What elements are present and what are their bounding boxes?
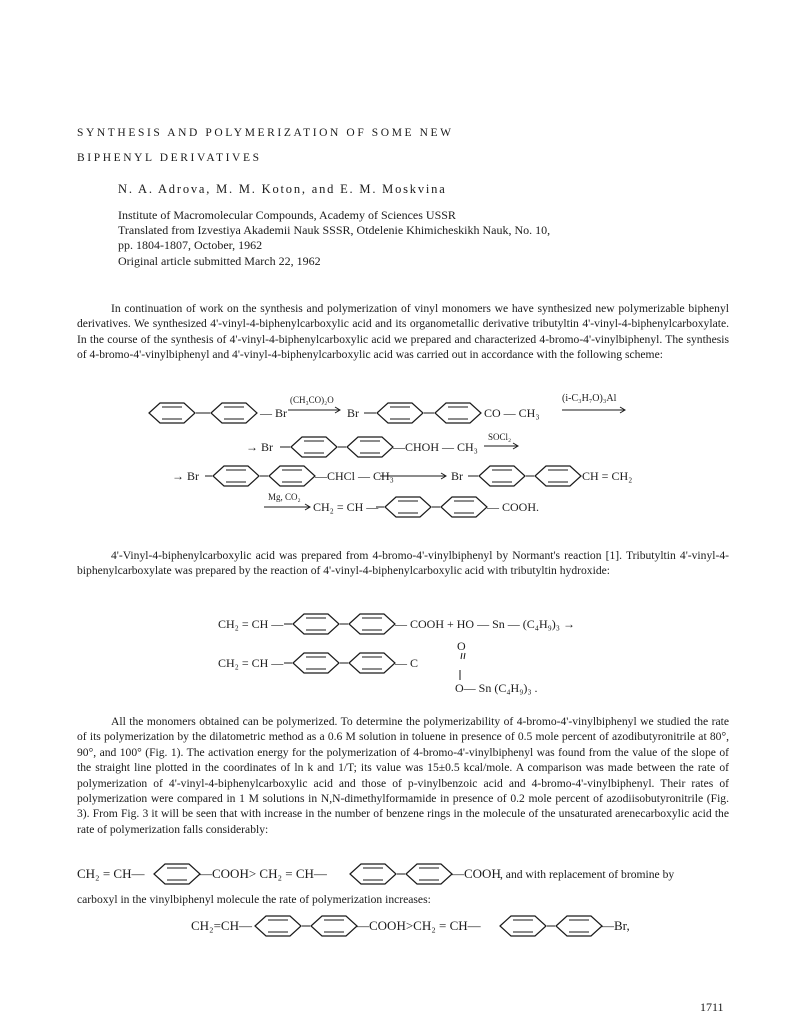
benzene-ring xyxy=(500,916,546,936)
benzene-ring xyxy=(350,864,396,884)
paragraph-2: 4'-Vinyl-4-biphenylcarboxylic acid was prepared from 4-bromo-4'-vinylbiphenyl by Normant's reaction [1]. Tributyltin 4'-vinyl-4-biphenylcarboxylate was prepared by the reaction of 4'-vinyl-4-biphenylcarboxylic acid with tributyltin hydroxide: xyxy=(77,549,729,578)
scheme-co-ch3: CO — CH₃ xyxy=(484,406,540,420)
title-line-1: SYNTHESIS AND POLYMERIZATION OF SOME NEW xyxy=(77,127,454,139)
scheme-line-1 xyxy=(149,393,625,423)
title-line-2: BIPHENYL DERIVATIVES xyxy=(77,152,262,164)
benzene-ring xyxy=(441,497,487,517)
benzene-ring xyxy=(211,403,257,423)
paragraph-4: carboxyl in the vinylbiphenyl molecule the rate of polymerization increases: xyxy=(77,893,431,906)
benzene-ring xyxy=(349,653,395,673)
tin-reaction-line-1 xyxy=(218,614,575,634)
scheme-arrow-br-1: → Br xyxy=(246,440,273,454)
page-number: 1711 xyxy=(700,1000,724,1014)
authors: N. A. Adrova, M. M. Koton, and E. M. Moskvina xyxy=(118,182,447,196)
eq1-tail-text: , and with replacement of bromine by xyxy=(500,868,675,881)
benzene-ring xyxy=(311,916,357,936)
paragraph-1: In continuation of work on the synthesis and polymerization of vinyl monomers we have synthesized new polymerizable biphenyl derivatives. We synthesized 4'-vinyl-4-biphenylcarboxylic acid and its organometallic derivative tributyltin 4'-vinyl-4-biphenylcarboxylate. In the course of the synthesis of 4'-vinyl-4-biphenylcarboxylic acid we prepared and characterized 4-bromo-4'-vinylbiphenyl. The synthesis of 4-bromo-4'-vinylbiphenyl and 4'-vinyl-4-biphenylcarboxylic acid was carried out in accordance with the following scheme: xyxy=(77,302,729,362)
benzene-ring xyxy=(291,437,337,457)
reagent-aluminum-isopropoxide: (i-C₃H₇O)₃Al xyxy=(562,393,617,404)
affiliation-line-4: Original article submitted March 22, 1962 xyxy=(118,254,321,268)
scheme-ch2-ch: CH₂ = CH — xyxy=(313,500,379,514)
scheme-chcl: —CHCl — CH₃ xyxy=(315,469,394,483)
benzene-ring xyxy=(269,466,315,486)
rate-comparison-1 xyxy=(77,864,674,884)
benzene-ring xyxy=(213,466,259,486)
tin-product-vinyl: CH₂ = CH — xyxy=(218,656,284,670)
scheme-line-2 xyxy=(246,432,518,457)
scheme-br-1: — Br xyxy=(260,406,287,420)
tin-product-c: — C xyxy=(395,656,419,670)
benzene-ring xyxy=(149,403,195,423)
scheme-choh: —CHOH — CH₃ xyxy=(393,440,478,454)
scheme-br-2: Br xyxy=(347,406,359,420)
eq1-middle: —COOH> CH₂ = CH— xyxy=(199,866,327,881)
paragraph-3: All the monomers obtained can be polymerized. To determine the polymerizability of 4-bromo-4'-vinylbiphenyl we studied the rate of its polymerization by the dilatometric method as a 0.6 M solution in toluene in presence of 0.5 mole percent of azodibutyronitrile at 80°, 90°, and 100° (Fig. 1). The activation energy for the polymerization of 4-bromo-4'-vinylbiphenyl was found from the value of the slope of the straight line plotted in the coordinates of ln k and 1/T; its value was 15±0.5 kcal/mole. A comparison was made between the rate of polymerization of 4'-vinyl-4-biphenylcarboxylic acid and those of p-vinylbenzoic acid and 4-bromo-4'-vinylbiphenyl. Their rates of polymerization were compared in 1 M solutions in N,N-dimethylformamide in presence of 0.2 mole percent of azodiisobutyronitrile (Fig. 3). From Fig. 3 it will be seen that with increase in the number of benzene rings in the molecule of the unsaturated arenecarboxylic acid the rate of polymerization falls considerably: xyxy=(77,715,729,836)
scheme-arrow-br-2: → Br xyxy=(172,469,199,483)
scheme-cooh: — COOH. xyxy=(487,500,540,514)
affiliation-line-3: pp. 1804-1807, October, 1962 xyxy=(118,238,263,252)
eq1-vinyl: CH₂ = CH— xyxy=(77,866,145,881)
reagent-mg-co2: Mg, CO₂ xyxy=(268,492,301,502)
eq2-vinyl: CH₂=CH— xyxy=(191,918,252,933)
eq2-end: —Br, xyxy=(601,918,630,933)
benzene-ring xyxy=(556,916,602,936)
reagent-thionyl-chloride: SOCl₂ xyxy=(488,432,512,442)
eq2-middle: —COOH>CH₂ = CH— xyxy=(356,918,481,933)
tin-reactant-vinyl: CH₂ = CH — xyxy=(218,617,284,631)
benzene-ring xyxy=(377,403,423,423)
affiliation-line-1: Institute of Macromolecular Compounds, Academy of Sciences USSR xyxy=(118,208,456,222)
benzene-ring xyxy=(349,614,395,634)
eq1-end: —COOH xyxy=(451,866,501,881)
scheme-line-4 xyxy=(264,492,539,517)
benzene-ring xyxy=(293,614,339,634)
benzene-ring xyxy=(385,497,431,517)
affiliation-line-2: Translated from Izvestiya Akademii Nauk SSSR, Otdelenie Khimicheskikh Nauk, No. 10, xyxy=(118,223,551,237)
tin-carbonyl-o: O xyxy=(457,639,466,653)
tin-reactant-rest: — COOH + HO — Sn — (C₄H₉)₃ → xyxy=(395,617,575,631)
reagent-acetic-anhydride: (CH₃CO)₂O xyxy=(290,395,334,405)
benzene-ring xyxy=(154,864,200,884)
benzene-ring xyxy=(479,466,525,486)
benzene-ring xyxy=(535,466,581,486)
benzene-ring xyxy=(293,653,339,673)
scheme-br-3: Br xyxy=(451,469,463,483)
scheme-line-3 xyxy=(172,466,632,486)
scheme-ch-ch2: CH = CH₂ xyxy=(582,469,633,483)
tin-product-ester: O— Sn (C₄H₉)₃ . xyxy=(455,681,538,695)
rate-comparison-2 xyxy=(191,916,630,936)
tin-reaction-line-2 xyxy=(218,639,538,695)
benzene-ring xyxy=(406,864,452,884)
benzene-ring xyxy=(347,437,393,457)
benzene-ring xyxy=(255,916,301,936)
benzene-ring xyxy=(435,403,481,423)
